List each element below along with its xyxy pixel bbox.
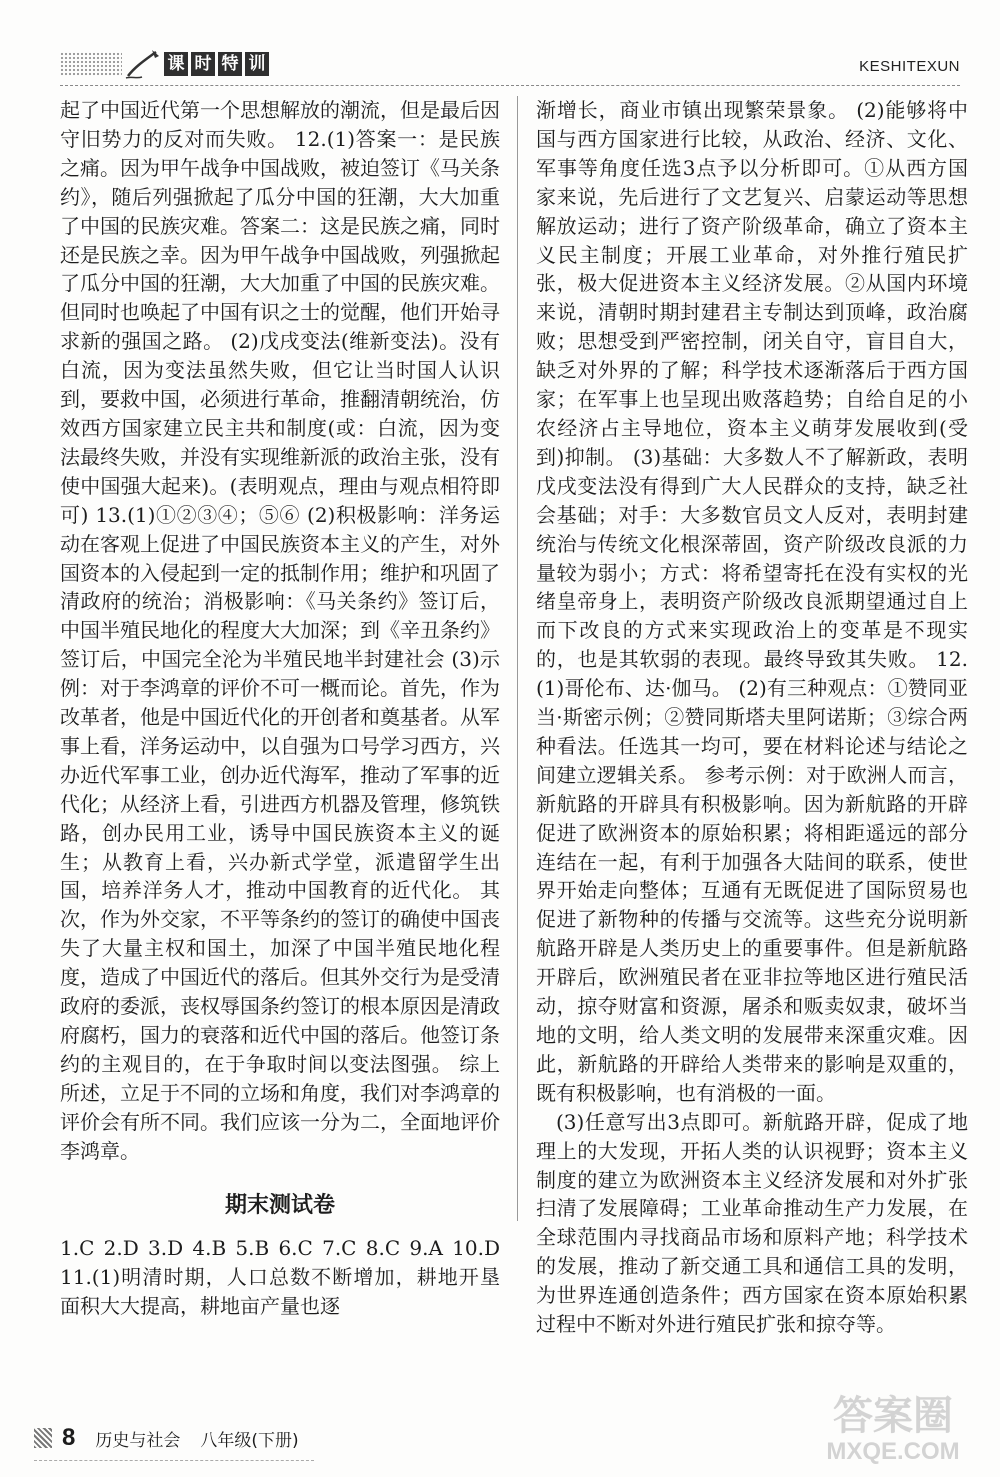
hatch-decoration <box>34 1428 52 1448</box>
logo-char: 特 <box>218 52 242 76</box>
book-title: 历史与社会 <box>95 1430 181 1451</box>
series-logo <box>60 46 269 82</box>
watermark-domain: MXQE.COM <box>826 1438 960 1465</box>
column-divider <box>517 96 518 1221</box>
footer-divider <box>34 1460 314 1461</box>
final-exam-answers: 1.C 2.D 3.D 4.B 5.B 6.C 7.C 8.C 9.A 10.D 11.(1)明清时期，人口总数不断增加，耕地开垦面积大大提高，耕地亩产量也逐 <box>60 1236 500 1319</box>
grade-label: 八年级(下册) <box>200 1430 299 1451</box>
answer-text-right: 渐增长，商业市镇出现繁荣景象。 (2)能够将中国与西方国家进行比较，从政治、经济、文化、军事等角度任选3点予以分析即可。①从西方国家来说，先后进行了文艺复兴、启蒙运动等思想解放运动；进行了资产阶级革命，确立了资本主义民主制度；开展工业革命，对外推行殖民扩张，极大促进资本主义经济发展。②从国内环境来说，清朝时期封建君主专制达到顶峰，政治腐败；思想受到严密控制，闭关自守，盲目自大，缺乏对外界的了解；科学技术逐渐落后于西方国家；在军事上也呈现出败落趋势；自给自足的小农经济占主导地位，资本主义萌芽发展收到(受到)抑制。 (3)基础：大多数人不了解新政，表明戊戌变法没有得到广大人民群众的支持，缺乏社会基础；对手：大多数官员文人反对，表明封建统治与传统文化根深蒂固，资产阶级改良派的力量较为弱小；方式：将希望寄托在没有实权的光绪皇帝身上，表明资产阶级改良派期望通过自上而下改良的方式来实现政治上的变革是不现实的，也是其软弱的表现。最终导致其失败。 12.(1)哥伦布、达·伽马。 (2)有三种观点：①赞同亚当·斯密示例；②赞同斯塔夫里阿诺斯；③综合两种看法。任选其一均可，要在材料论述与结论之间建立逻辑关系。 参考示例：对于欧洲人而言，新航路的开辟具有积极影响。因为新航路的开辟促进了欧洲资本的原始积累；将相距遥远的部分连结在一起，有利于加强各大陆间的联系，使世界开始走向整体；互通有无既促进了国际贸易也促进了新物种的传播与交流等。这些充分说明新航路开辟是人类历史上的重要事件。但是新航路开辟后，欧洲殖民者在亚非拉等地区进行殖民活动，掠夺财富和资源，屠杀和贩卖奴隶，破坏当地的文明，给人类文明的发展带来深重灾难。因此，新航路的开辟给人类带来的影响是双重的，既有积极影响，也有消极的一面。 <box>536 98 968 1105</box>
header-divider <box>60 85 960 86</box>
left-column <box>60 96 500 1321</box>
page-number: 8 <box>62 1424 76 1451</box>
page-footer <box>34 1424 299 1452</box>
series-name-pinyin: KESHITEXUN <box>859 58 960 75</box>
pen-icon <box>122 46 162 82</box>
dot-pattern-decoration <box>60 52 122 76</box>
section-title: 期末测试卷 <box>224 1192 335 1218</box>
logo-title <box>164 52 269 76</box>
answer-text-left: 起了中国近代第一个思想解放的潮流，但是最后因守旧势力的反对而失败。 12.(1)答案一：是民族之痛。因为甲午战争中国战败，被迫签订《马关条约》，随后列强掀起了瓜分中国的狂潮，大大加重了中国的民族灾难。答案二：这是民族之痛，同时还是民族之幸。因为甲午战争中国战败，列强掀起了瓜分中国的狂潮，大大加重了中国的民族灾难。但同时也唤起了中国有识之士的觉醒，他们开始寻求新的强国之路。 (2)戊戌变法(维新变法)。没有白流，因为变法虽然失败，但它让当时国人认识到，要救中国，必须进行革命，推翻清朝统治，仿效西方国家建立民主共和制度(或：白流，因为变法最终失败，并没有实现维新派的政治主张，没有使中国强大起来)。(表明观点，理由与观点相符即可) 13.(1)①②③④；⑤⑥ (2)积极影响：洋务运动在客观上促进了中国民族资本主义的产生，对外国资本的入侵起到一定的抵制作用；维护和巩固了清政府的统治；消极影响：《马关条约》签订后，中国半殖民地化的程度大大加深；到《辛丑条约》签订后，中国完全沦为半殖民地半封建社会 (3)示例：对于李鸿章的评价不可一概而论。首先，作为改革者，他是中国近代化的开创者和奠基者。从军事上看，洋务运动中，以自强为口号学习西方，兴办近代军事工业，创办近代海军，推动了军事的近代化；从经济上看，引进西方机器及管理，修筑铁路，创办民用工业，诱导中国民族资本主义的诞生；从教育上看，兴办新式学堂，派遣留学生出国，培养洋务人才，推动中国教育的近代化。 其次，作为外交家，不平等条约的签订的确使中国丧失了大量主权和国土，加深了中国半殖民地化程度，造成了中国近代的落后。但其外交行为是受清政府的委派，丧权辱国条约签订的根本原因是清政府腐朽，国力的衰落和近代中国的落后。他签订条约的主观目的，在于争取时间以变法图强。 综上所述，立足于不同的立场和角度，我们对李鸿章的评价会有所不同。我们应该一分为二，全面地评价李鸿章。 <box>60 98 500 1163</box>
right-column <box>536 96 968 1339</box>
answer-text-right-cont: (3)任意写出3点即可。新航路开辟，促成了地理上的大发现，开拓人类的认识视野；资本主义制度的建立为欧洲资本主义经济发展和对外扩张扫清了发展障碍；工业革命推动生产力发展，在全球范围内寻找商品市场和原料产地；科学技术的发展，推动了新交通工具和通信工具的发明，为世界连通创造条件；西方国家在资本原始积累过程中不断对外进行殖民扩张和掠夺等。 <box>536 1109 968 1337</box>
logo-char: 训 <box>245 52 269 76</box>
logo-char: 时 <box>191 52 215 76</box>
logo-char: 课 <box>164 52 188 76</box>
watermark-text: 答案圈 <box>833 1393 953 1439</box>
watermark-logo <box>818 1385 968 1467</box>
page-header <box>60 46 960 86</box>
